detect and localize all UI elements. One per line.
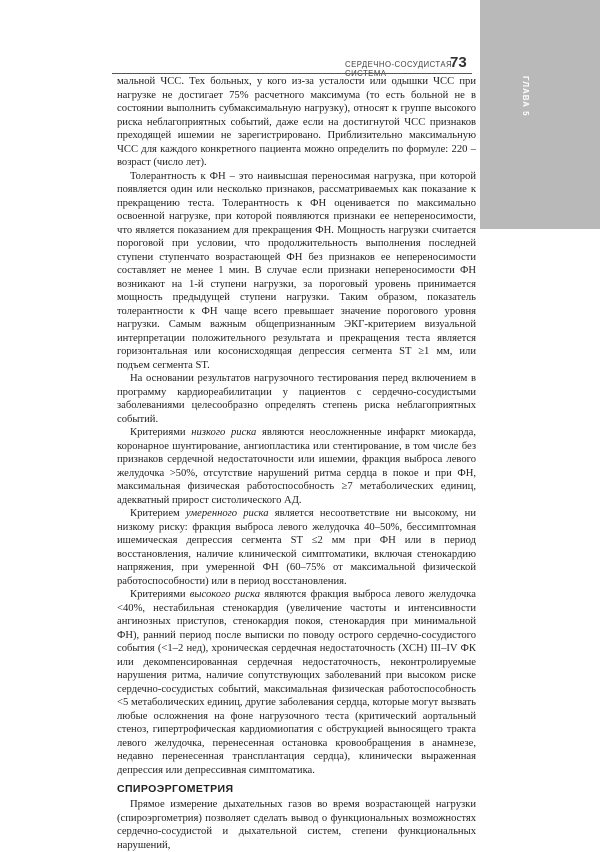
paragraph-low-risk xyxy=(117,426,476,507)
low-risk-lead: Критериями xyxy=(130,427,192,438)
high-risk-text: являются фракция выброса левого желудочка <40%, нестабильная стенокардия (увеличение частоты и интенсивности ангинозных приступов, стенокардия покоя, стенокардия при минимальной ФН), ранний период после выписки по поводу острого сердечно-сосудистого события (<1–2 нед), хроническая сердечная недостаточность (ХСН) III–IV ФК или декомпенсированная сердечная недостаточность, неконтролируемые нарушения ритма, наличие сопутствующих заболеваний при высоком риске сердечно-сосудистых событий, максимальная физическая работоспособность <5 метаболических единиц, другие заболевания сердца, которые могут вызвать любые осложнения на фоне нагрузочного теста (критический аортальный стеноз, гипертрофическая кардиомиопатия с обструкцией выносящего тракта левого желудочка, перенесенная остановка кровообращения в анамнезе, недавно перенесенная трансплантация сердца), клинически выраженная депрессия или депрессивная симптоматика. xyxy=(117,589,476,776)
page-header xyxy=(112,54,472,78)
paragraph-moderate-risk xyxy=(117,507,476,588)
body-text xyxy=(117,75,476,852)
high-risk-lead: Критериями xyxy=(130,589,190,600)
paragraph-high-risk xyxy=(117,588,476,777)
running-header-title: СЕРДЕЧНО-СОСУДИСТАЯ СИСТЕМА xyxy=(345,60,453,78)
low-risk-text: являются неосложненные инфаркт миокарда, коронарное шунтирование, ангиопластика или стентирование, в том числе без признаков сердечной недостаточности или ишемии, фракция выброса левого желудочка >50%, отсутствие нарушений ритма сердца в покое и при ФН, максимальная физическая работоспособность ≥7 метаболических единиц, адекватный прирост систолического АД. xyxy=(117,427,476,506)
section-heading: СПИРОЭРГОМЕТРИЯ xyxy=(117,783,234,795)
moderate-risk-lead: Критерием xyxy=(130,508,186,519)
high-risk-term: высокого риска xyxy=(189,589,261,600)
chapter-side-tab xyxy=(480,0,600,229)
paragraph-risk-intro: На основании результатов нагрузочного тестирования перед включением в программу кардиореабилитации у пациентов с сердечно-сосудистыми заболеваниями целесообразно определять степень риска неблагоприятных событий. xyxy=(117,373,476,425)
header-rule xyxy=(112,73,472,74)
low-risk-term: низкого риска xyxy=(191,427,257,438)
paragraph-spiroergometry: Прямое измерение дыхательных газов во время возрастающей нагрузки (спироэргометрия) позволяет сделать вывод о функциональных возможностях сердечно-сосудистой и дыхательной систем, степени функциональных нарушений, xyxy=(117,799,476,851)
paragraph-continuation: мальной ЧСС. Тех больных, у кого из-за усталости или одышки ЧСС при нагрузке не достигает 75% расчетного максимума (то есть больной не в состоянии выполнить субмаксимальную нагрузку), относят к группе высокого риска неблагоприятных событий, даже если на достигнутой ЧСС признаков преходящей ишемии не зарегистрировано. Приблизительно максимальную ЧСС для каждого конкретного пациента можно определить по формуле: 220 – возраст (число лет). xyxy=(117,76,476,168)
paragraph-tolerance: Толерантность к ФН – это наивысшая переносимая нагрузка, при которой появляется один или несколько признаков, рассматриваемых как показание к прекращению теста. Толерантность к ФН оценивается по максимально освоенной нагрузке, при которой появляются признаки ее непереносимости, что является показанием для прекращения ФН. Мощность нагрузки считается пороговой при условии, что продолжительность выполнения последней ступени ступенчато возрастающей ФН без признаков ее непереносимости составляет не менее 1 мин. В случае если признаки непереносимости ФН возникают на 1-й ступени нагрузки, за пороговый уровень принимается мощность предыдущей ступени нагрузки. Таким образом, показатель толерантности к ФН чаще всего превышает значение порогового уровня нагрузки. Самым важным общепризнанным ЭКГ-критерием визуальной интерпретации положительного результата и прекращения теста является горизонтальная или косонисходящая депрессия сегмента ST ≥1 мм, или подъем сегмента ST. xyxy=(117,170,476,371)
chapter-label: ГЛАВА 5 xyxy=(521,76,530,117)
moderate-risk-text: является несоответствие ни высокому, ни низкому риску: фракция выброса левого желудочка 40–50%, бессимптомная ишемическая депрессия сегмента ST ≤2 мм при ФН или в период восстановления, наличие клинической симптоматики, включая стенокардию напряжения, при умеренной ФН (60–75% от максимальной физической работоспособности) или в период восстановления. xyxy=(117,508,476,587)
moderate-risk-term: умеренного риска xyxy=(185,508,269,519)
page-number: 73 xyxy=(450,54,467,71)
